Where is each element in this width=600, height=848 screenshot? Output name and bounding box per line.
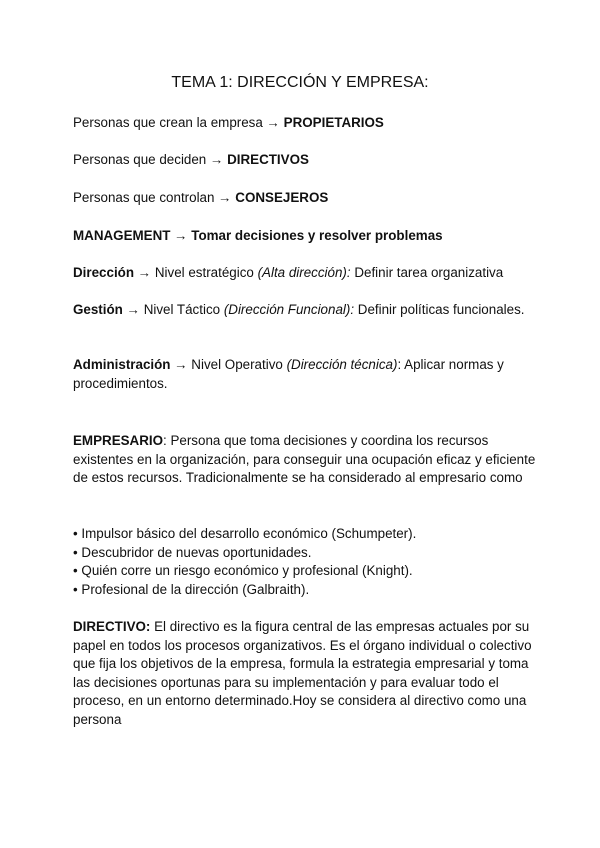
page-title: TEMA 1: DIRECCIÓN Y EMPRESA:: [171, 74, 429, 91]
role-term: DIRECTIVOS: [227, 152, 309, 167]
level-term: Gestión: [73, 302, 123, 317]
level-rest: Definir tarea organizativa: [350, 265, 504, 280]
empresario-paragraph: [73, 432, 543, 488]
level-italic: (Dirección técnica): [286, 357, 398, 372]
level-arrow: → Nivel estratégico: [134, 265, 258, 280]
list-item: • Quién corre un riesgo económico y profesional (Knight).: [73, 563, 413, 579]
level-term: Administración: [73, 357, 171, 372]
role-text: Personas que controlan →: [73, 190, 236, 205]
list-item: • Profesional de la dirección (Galbraith).: [73, 581, 310, 597]
level-direccion: [73, 264, 543, 283]
empresario-text: : Persona que toma decisiones y coordina los recursos existentes en la organización, para conseguir una ocupación eficaz y eficiente de estos recursos. Tradicionalmente se ha considerado al empresario como: [73, 433, 536, 486]
level-rest: : Aplicar normas y procedimientos.: [73, 357, 504, 391]
list-item: • Descubridor de nuevas oportunidades.: [73, 544, 312, 560]
level-gestion: [73, 301, 543, 320]
level-term: Dirección: [73, 265, 135, 280]
directivo-paragraph: [73, 618, 543, 730]
role-directivos: [73, 151, 543, 170]
level-arrow: → Nivel Operativo: [170, 357, 287, 372]
directivo-text: El directivo es la figura central de las empresas actuales por su papel en todos los procesos organizativos. Es el órgano individual o colectivo que fija los objetivos de la empresa, formula la estrategia empresarial y toma las decisiones oportunas para su implementación y para evaluar todo el proceso, en un entorno determinado.Hoy se considera al directivo como una persona: [73, 619, 532, 727]
empresario-roles-list: [73, 525, 543, 599]
role-consejeros: [73, 189, 543, 208]
level-administracion: [73, 356, 543, 393]
role-term: CONSEJEROS: [235, 190, 329, 205]
role-text: Personas que crean la empresa →: [73, 115, 284, 130]
list-item: • Impulsor básico del desarrollo económico (Schumpeter).: [73, 526, 417, 541]
level-italic: (Dirección Funcional):: [223, 302, 355, 317]
level-italic: (Alta dirección):: [257, 265, 351, 280]
level-arrow: → Nivel Táctico: [122, 302, 224, 317]
role-term: PROPIETARIOS: [283, 115, 384, 130]
level-rest: Definir políticas funcionales.: [354, 302, 525, 317]
directivo-term: DIRECTIVO:: [73, 619, 151, 634]
role-propietarios: [73, 114, 543, 133]
management-line: MANAGEMENT → Tomar decisiones y resolver problemas: [73, 228, 443, 243]
role-text: Personas que deciden →: [73, 152, 228, 167]
empresario-term: EMPRESARIO: [73, 433, 164, 448]
